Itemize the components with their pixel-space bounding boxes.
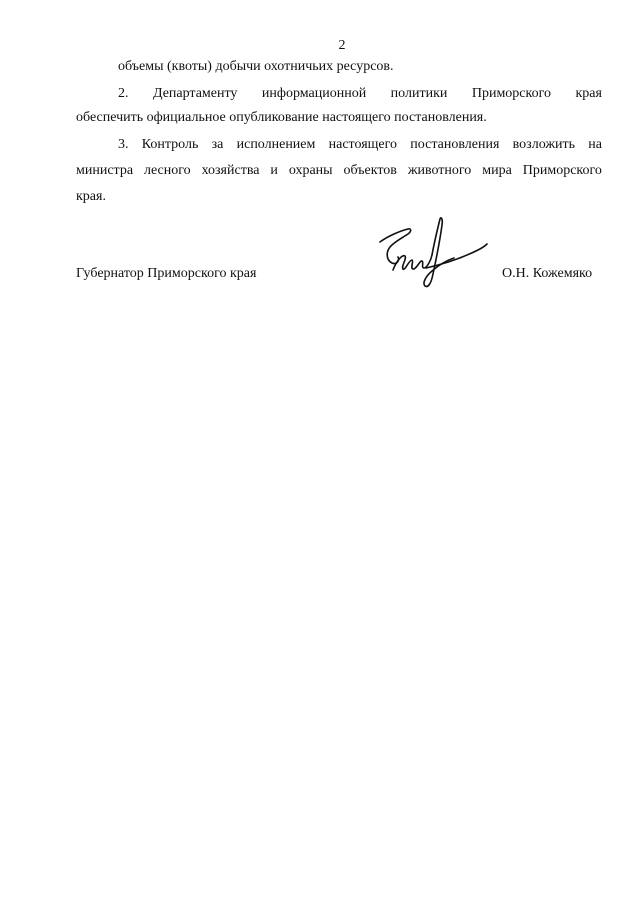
paragraph-3-word: хозяйства: [201, 163, 260, 178]
paragraph-3-word: и: [270, 163, 278, 178]
signer-name: О.Н. Кожемяко: [502, 266, 593, 281]
paragraph-2-word: Приморского: [471, 86, 552, 101]
paragraph-3-word: животного: [407, 163, 472, 178]
paragraph-2-line-2: обеспечить официальное опубликование настоящего постановления.: [76, 110, 487, 125]
paragraph-3-line-2: [76, 163, 602, 179]
paragraph-2-word: информационной: [261, 86, 367, 101]
paragraph-3-word: постановления: [410, 137, 500, 152]
paragraph-3-word: охраны: [288, 163, 333, 178]
signatory-position: Губернатор Приморского края: [76, 266, 257, 281]
handwritten-signature: [374, 214, 490, 292]
paragraph-1-tail: объемы (квоты) добычи охотничьих ресурсов.: [118, 59, 394, 74]
paragraph-3-word: на: [588, 137, 602, 152]
paragraph-3-word: лесного: [143, 163, 191, 178]
paragraph-2-word: 2.: [118, 86, 129, 101]
paragraph-3-word: объектов: [343, 163, 397, 178]
paragraph-3-word: мира: [482, 163, 512, 178]
paragraph-2-word: политики: [390, 86, 448, 101]
paragraph-3-word: возложить: [512, 137, 576, 152]
paragraph-2-word: края: [575, 86, 602, 101]
paragraph-3-line-1: [118, 137, 602, 153]
paragraph-3-word: настоящего: [328, 137, 398, 152]
paragraph-2-word: Департаменту: [152, 86, 238, 101]
paragraph-3-word: министра: [76, 163, 134, 178]
paragraph-3-word: Приморского: [522, 163, 602, 178]
page-number: 2: [338, 38, 346, 53]
paragraph-3-word: за: [211, 137, 224, 152]
paragraph-2-line-1: [118, 86, 602, 102]
paragraph-3-word: исполнением: [236, 137, 316, 152]
paragraph-3-word: Контроль: [141, 137, 199, 152]
paragraph-3-word: 3.: [118, 137, 129, 152]
paragraph-3-line-3: края.: [76, 189, 106, 204]
